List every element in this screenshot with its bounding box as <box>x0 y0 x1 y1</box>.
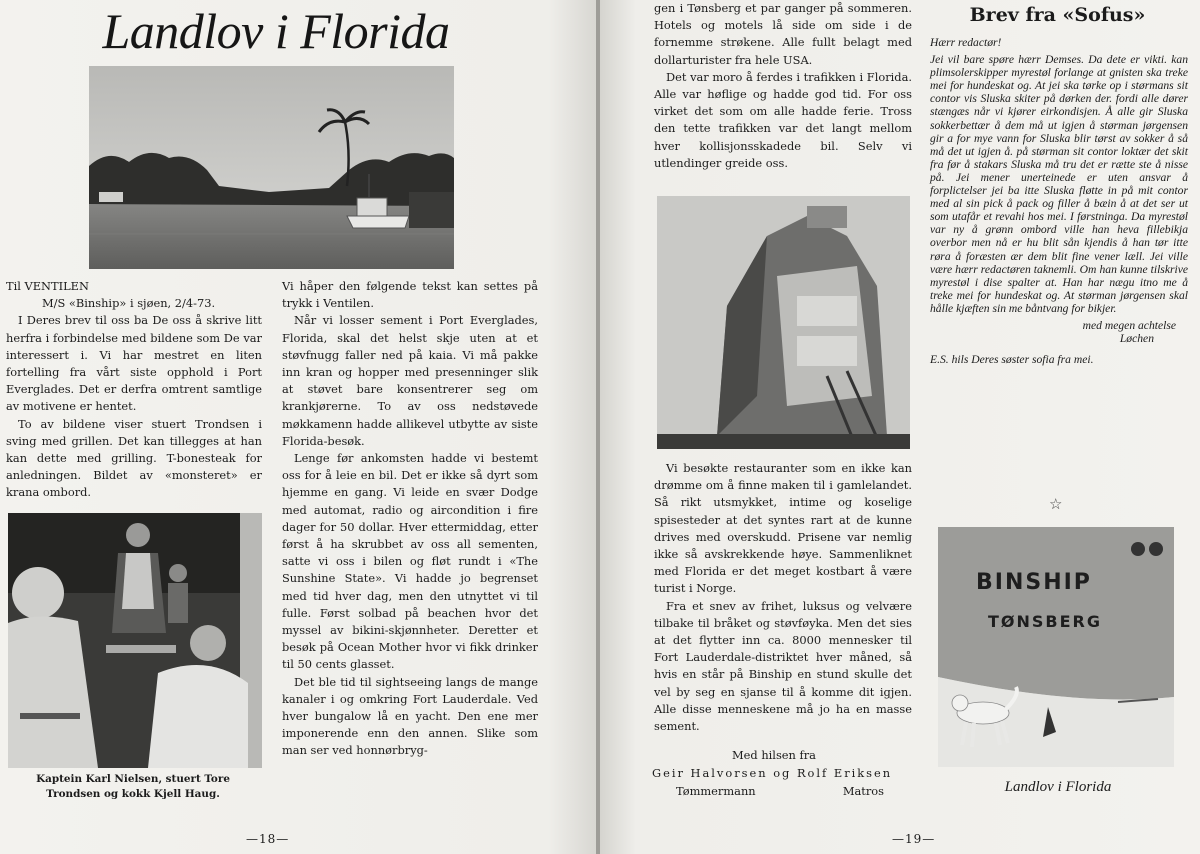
article-column-3 <box>654 0 912 172</box>
greeting: Med hilsen fra <box>732 748 816 762</box>
crane-photo <box>657 196 910 449</box>
star-icon: ☆ <box>1049 495 1063 513</box>
letter-text: Jei vil bare spøre hærr Demses. Da dete er vikti. kan plimsolerskipper myrestøl forlange at gnisten ska treke mei for hundeskat og. At jei ska tørke op i størmans sit contor vis Sluska skiter på dørken der. fordi alle dører stængæs når vi kjører eirkondisjen. Å alle gir Sluska sokkerbettær å dem må ut igjen å størman jørgensen gir a for mye vann for Sluska blir tørst av sokker å så må det ut igjen å. på størman sit contor loktær det skit fra før å stakars Sluska må tru det er rætte ste å nisse på. Jei mener unerteinede er uten ansvar å forplictelser jei ba itte Sluska fløtte in på mit contor med al sin pick å pack og filler å bæin å at det ser ut som utafår et revahi hos mei. I førstninga. Da myrestøl var ny å grønn ombord ville han heva fillebikja overbor men nå er hu blit sån kjendis å han tør itte røra å foræsten ær dem blit fine vener læll. Jei ville være hærr redactøren taknemli. Om han kunne tilskrive myrestøl i dise spalter at. Han har nægu itno me å treke mei for hundeskat og. At størman jørgensen skal hålle kjæften sin me båntvang for bikjer. <box>930 53 1188 315</box>
letter-title: Brev fra «Sofus» <box>969 4 1146 26</box>
paragraph: To av bildene viser stuert Trondsen i sving med grillen. Det kan tillegges at han kan dette med grilling. T-bonesteak for anledningen. Bildet av «monsteret» er krana ombord. <box>6 416 262 500</box>
author-roles <box>652 782 914 800</box>
article-column-2 <box>282 278 538 760</box>
paragraph: Når vi losser sement i Port Everglades, Florida, skal det helst skje uten at et støvfnugg faller ned på kaia. Vi må pakke inn kran og hopper med presenninger slik at støvet bare konsentrerer seg om krankjørerne. To av oss nedstøvede møkkamenn hadde allikevel utbytte av siste Florida-besøk. <box>282 313 538 448</box>
article-title: Landlov i Florida <box>102 3 450 59</box>
letter-salutation: Hærr redactør! <box>930 36 1002 49</box>
paragraph: Det ble tid til sightseeing langs de mange kanaler i og omkring Fort Lauderdale. Ved hver bungalow lå en yacht. Den ene mer imponerende enn den annen. Slike som man ser ved honnørbryg- <box>282 674 538 758</box>
dateline: M/S «Binship» i sjøen, 2/4-73. <box>42 296 216 311</box>
photo-caption-landlov: Landlov i Florida <box>1004 779 1112 795</box>
photo-caption-crew: Kaptein Karl Nielsen, stuert Tore Trondsen og kokk Kjell Haug. <box>36 773 230 800</box>
letter-body <box>930 36 1188 366</box>
article-signoff <box>652 746 914 800</box>
paragraph: Lenge før ankomsten hadde vi bestemt oss for å leie en bil. Det er ikke så dyrt som hjemme en gang. Vi leide en svær Dodge med automat, radio og aircondition i fire dager for 50 dollar. Hver ettermiddag, etter først å ha skrubbet av oss all sementen, satte vi oss i bilen og fløt rundt i «The Sunshine State». Vi hadde jo begrenset med tid hver dag, men den utnyttet vi til fulle. Først solbad på beachen hvor det myssel av bikini-skjønnheter. Deretter et besøk på Ocean Mother hvor vi fikk drinker til 50 cents glasset. <box>282 451 538 672</box>
recipient-line: Til VENTILEN <box>6 279 89 293</box>
letter-postscript: E.S. hils Deres søster sofia fra mei. <box>930 353 1094 367</box>
canal-yacht-photo <box>89 66 454 269</box>
article-column-1 <box>6 278 262 502</box>
page-number-left: —18— <box>246 832 290 846</box>
paragraph: Fra et snev av frihet, luksus og velvære tilbake til bråket og støvføyka. Men det sies at det flytter inn ca. 8000 mennesker til Fort Lauderdale-distriktet hver måned, så hvis en står på Binship en stund skulle det vel by seg en sjanse til å komme dit igjen. Alle disse menneskene må jo ha en masse sement. <box>654 598 912 734</box>
author-names: Geir Halvorsen og Rolf Eriksen <box>652 766 893 780</box>
left-page <box>0 0 596 854</box>
role-carpenter: Tømmermann <box>676 784 756 798</box>
paragraph: Det var moro å ferdes i trafikken i Florida. Alle var høflige og hadde god tid. For oss virket det som om alle hadde ferie. Tross den tette trafikken var det langt mellom hver kollisjonsskadede bil. Selv vi utlendinger greide oss. <box>654 69 912 170</box>
paragraph: Vi håper den følgende tekst kan settes på trykk i Ventilen. <box>282 279 538 311</box>
paragraph: gen i Tønsberg et par ganger på sommeren. Hotels og motels lå side om side i de fornemme strøkene. Alle fullt belagt med dollarturister fra hele USA. <box>654 1 912 67</box>
grill-crew-photo <box>8 513 262 768</box>
role-seaman: Matros <box>842 784 884 798</box>
paragraph: Vi besøkte restauranter som en ikke kan drømme om å finne maken til i gamlelandet. Så rikt utsmykket, intime og koselige spisesteder at det syntes rart at de kunne drives med overskudd. Prisene var nemlig ikke så avskrekkende høye. Sammenliknet med Florida er det meget kostbart å være turist i Norge. <box>654 461 912 596</box>
page-number-right: —19— <box>892 832 936 846</box>
letter-signature: Løchen <box>1119 332 1154 346</box>
letter-signoff: med megen achtelse <box>1082 318 1176 332</box>
ship-port-lettering: TØNSBERG <box>988 612 1103 631</box>
ship-dog-photo <box>938 527 1174 767</box>
ship-name-lettering: BINSHIP <box>976 570 1092 595</box>
paragraph: I Deres brev til oss ba De oss å skrive litt herfra i forbindelse med bildene som De var interessert i. Vi har mestret en liten fortelling fra vårt siste opphold i Port Everglades. Det er derfra omtrent samtlige av motivene er hentet. <box>6 313 262 414</box>
article-column-4 <box>654 460 912 735</box>
